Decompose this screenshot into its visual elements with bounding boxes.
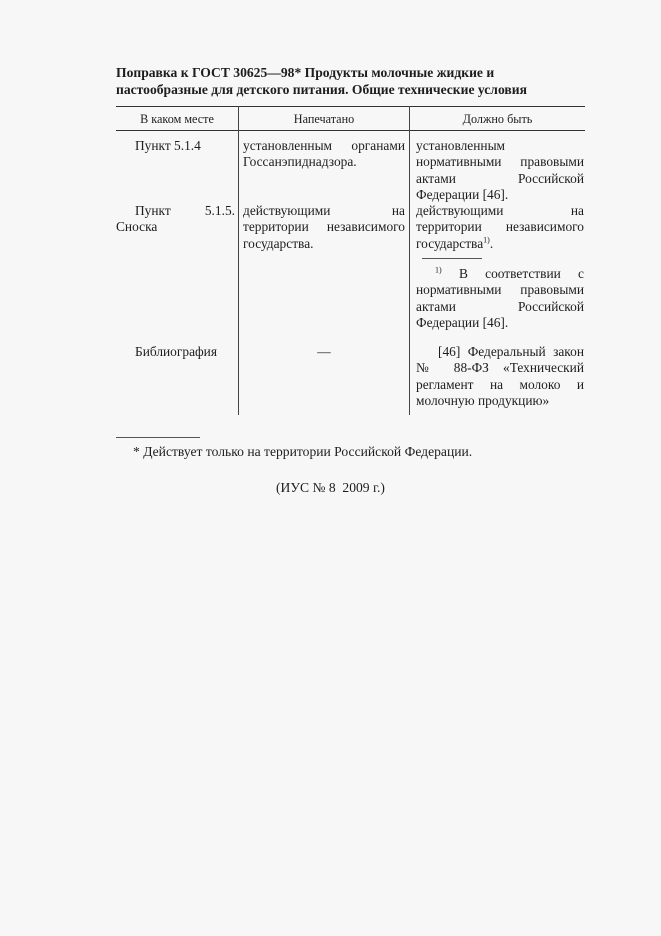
row3-printed: — [317, 344, 331, 359]
row3-should-be: [46] Федеральный закон № 88-ФЗ «Технический регламент на молоко и молочную продукцию» [416, 344, 584, 409]
row2-place: Пункт 5.1.5. Сноска [116, 203, 235, 235]
row2-should-be: действующими на территории независимого государства$^{1)}$. [416, 203, 584, 251]
column-divider-1 [238, 106, 239, 415]
header-printed: Напечатано [293, 112, 355, 126]
row2-inner-footnote: $^{1)}$ В соответствии с нормативными правовыми актами Российской Федерации [46]. [416, 265, 584, 331]
issue-reference: (ИУС № 8 2009 г.) [276, 480, 385, 495]
amendment-title: Поправка к ГОСТ 30625—98* Продукты молочные жидкие и пастообразные для детского питания. Общие технические условия [116, 65, 527, 97]
page-footnote-rule [116, 437, 200, 438]
row2-printed: действующими на территории независимого государства. [243, 203, 405, 251]
column-divider-2 [409, 106, 410, 415]
table-top-rule [116, 106, 585, 107]
header-place: В каком месте [140, 112, 214, 126]
inner-footnote-rule [422, 258, 482, 259]
row1-place: Пункт 5.1.4 [135, 138, 201, 153]
footnote-ref-mark: 1) [483, 235, 490, 245]
row1-should-be: установленным нормативными правовыми актами Российской Федерации [46]. [416, 138, 584, 203]
table-header-rule [116, 130, 585, 131]
page-footnote: * Действует только на территории Российской Федерации. [133, 444, 473, 459]
row3-place: Библиография [135, 344, 218, 359]
header-should-be: Должно быть [462, 112, 533, 126]
row1-printed: установленным органами Госсанэпиднадзора. [243, 138, 405, 170]
